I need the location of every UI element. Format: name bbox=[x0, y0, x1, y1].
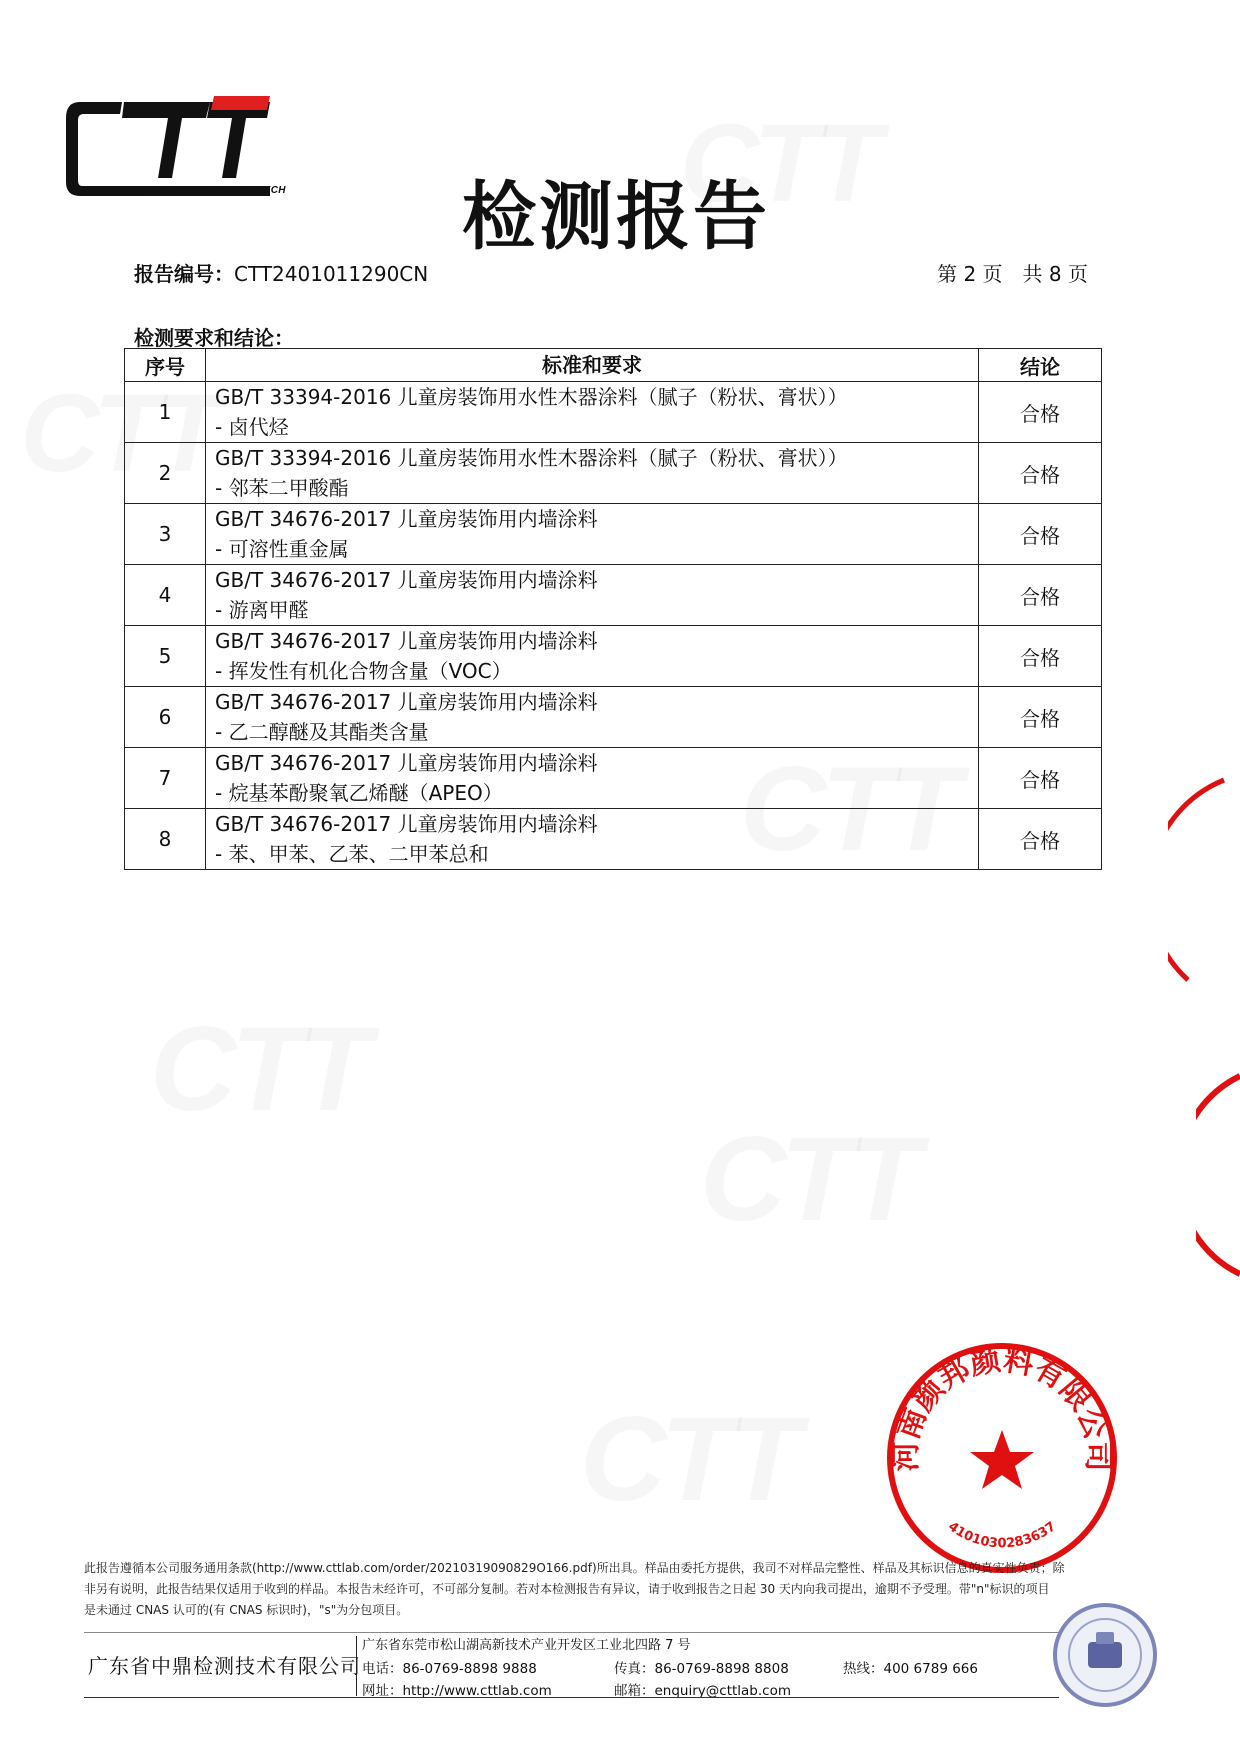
standard-name: GB/T 34676-2017 儿童房装饰用内墙涂料 bbox=[215, 629, 598, 653]
column-header-result: 结论 bbox=[979, 349, 1102, 382]
company-seal-partial-top bbox=[1168, 770, 1240, 990]
row-result: 合格 bbox=[979, 504, 1102, 565]
footer-hotline: 热线：400 6789 666 bbox=[843, 1661, 978, 1677]
row-number: 3 bbox=[125, 504, 206, 565]
row-number: 8 bbox=[125, 809, 206, 870]
row-standard bbox=[206, 382, 979, 443]
standard-name: GB/T 34676-2017 儿童房装饰用内墙涂料 bbox=[215, 812, 598, 836]
row-standard bbox=[206, 748, 979, 809]
footer-email[interactable]: 邮箱：enquiry@cttlab.com bbox=[614, 1683, 792, 1699]
test-item: - 乙二醇醚及其酯类含量 bbox=[215, 720, 429, 744]
footer-website[interactable]: 网址：http://www.cttlab.com bbox=[362, 1683, 552, 1699]
notice-line: 是未通过 CNAS 认可的(有 CNAS 标识时)，"s"为分包项目。 bbox=[84, 1603, 409, 1617]
row-result: 合格 bbox=[979, 748, 1102, 809]
footer-company-name: 广东省中鼎检测技术有限公司 bbox=[88, 1654, 361, 1678]
report-number-label: 报告编号： bbox=[134, 262, 234, 286]
company-seal bbox=[882, 1338, 1122, 1578]
row-standard bbox=[206, 626, 979, 687]
standard-name: GB/T 33394-2016 儿童房装饰用水性木器涂料（腻子（粉状、膏状）） bbox=[215, 446, 848, 470]
row-standard bbox=[206, 565, 979, 626]
footer-separator bbox=[356, 1636, 357, 1696]
section-title: 检测要求和结论： bbox=[134, 326, 294, 350]
row-number: 2 bbox=[125, 443, 206, 504]
row-result: 合格 bbox=[979, 565, 1102, 626]
watermark-ctt bbox=[700, 1110, 915, 1248]
row-standard bbox=[206, 687, 979, 748]
row-result: 合格 bbox=[979, 443, 1102, 504]
standard-name: GB/T 33394-2016 儿童房装饰用水性木器涂料（腻子（粉状、膏状）） bbox=[215, 385, 848, 409]
table-row bbox=[125, 382, 1102, 443]
table-row bbox=[125, 809, 1102, 870]
watermark-ctt bbox=[580, 1390, 795, 1528]
report-number: CTT2401011290CN bbox=[234, 262, 429, 286]
seal-company-name: 河南颜邦颜料有限公司 bbox=[888, 1342, 1116, 1472]
table-row bbox=[125, 443, 1102, 504]
row-result: 合格 bbox=[979, 382, 1102, 443]
test-item: - 卤代烃 bbox=[215, 415, 289, 439]
test-item: - 邻苯二甲酸酯 bbox=[215, 476, 349, 500]
standard-name: GB/T 34676-2017 儿童房装饰用内墙涂料 bbox=[215, 751, 598, 775]
terms-notice bbox=[84, 1558, 1144, 1621]
standard-name: GB/T 34676-2017 儿童房装饰用内墙涂料 bbox=[215, 507, 598, 531]
standard-name: GB/T 34676-2017 儿童房装饰用内墙涂料 bbox=[215, 568, 598, 592]
row-number: 4 bbox=[125, 565, 206, 626]
test-item: - 挥发性有机化合物含量（VOC） bbox=[215, 659, 512, 683]
test-item: - 游离甲醛 bbox=[215, 598, 309, 622]
row-result: 合格 bbox=[979, 687, 1102, 748]
results-table bbox=[124, 348, 1102, 870]
row-number: 6 bbox=[125, 687, 206, 748]
page-indicator: 第 2 页 共 8 页 bbox=[937, 262, 1088, 286]
column-header-standard: 标准和要求 bbox=[206, 349, 979, 382]
footer-address: 广东省东莞市松山湖高新技术产业开发区工业北四路 7 号 bbox=[362, 1638, 691, 1653]
row-standard bbox=[206, 809, 979, 870]
accreditation-badge-icon bbox=[1050, 1600, 1160, 1710]
standard-name: GB/T 34676-2017 儿童房装饰用内墙涂料 bbox=[215, 690, 598, 714]
table-body bbox=[125, 382, 1102, 870]
seal-star-icon bbox=[970, 1430, 1034, 1489]
table-row bbox=[125, 748, 1102, 809]
test-item: - 可溶性重金属 bbox=[215, 537, 349, 561]
column-header-no: 序号 bbox=[125, 349, 206, 382]
test-item: - 苯、甲苯、乙苯、二甲苯总和 bbox=[215, 842, 489, 866]
table-header-row bbox=[125, 349, 1102, 382]
row-result: 合格 bbox=[979, 626, 1102, 687]
logo-tagline: CONSUMER TESTING TECH bbox=[145, 185, 286, 196]
row-number: 1 bbox=[125, 382, 206, 443]
test-item: - 烷基苯酚聚氧乙烯醚（APEO） bbox=[215, 781, 503, 805]
seal-number: 4101030283637 bbox=[945, 1519, 1059, 1552]
report-meta bbox=[134, 258, 1088, 288]
notice-line: 非另有说明，此报告结果仅适用于收到的样品。本报告未经许可，不可部分复制。若对本检测报告有异议，请于收到报告之日起 30 天内向我司提出，逾期不予受理。带"n"标识的项目 bbox=[84, 1582, 1050, 1596]
row-number: 7 bbox=[125, 748, 206, 809]
table-row bbox=[125, 626, 1102, 687]
watermark-ctt bbox=[150, 1000, 365, 1138]
row-standard bbox=[206, 443, 979, 504]
table-row bbox=[125, 687, 1102, 748]
table-row bbox=[125, 565, 1102, 626]
footer-divider bbox=[84, 1632, 1084, 1633]
row-standard bbox=[206, 504, 979, 565]
row-number: 5 bbox=[125, 626, 206, 687]
notice-line: 此报告遵循本公司服务通用条款(http://www.cttlab.com/order/20210319090829O166.pdf)所出具。样品由委托方提供，我司不对样品完整性、样品及其标识信息的真实性负责；除 bbox=[84, 1561, 1065, 1575]
document-title: 检测报告 bbox=[462, 174, 770, 260]
company-seal-partial-bottom bbox=[1196, 1070, 1240, 1280]
table-row bbox=[125, 504, 1102, 565]
footer-divider bbox=[84, 1697, 1059, 1698]
row-result: 合格 bbox=[979, 809, 1102, 870]
footer-phone: 电话：86-0769-8898 9888 bbox=[362, 1661, 537, 1677]
footer-fax: 传真：86-0769-8898 8808 bbox=[614, 1661, 789, 1677]
